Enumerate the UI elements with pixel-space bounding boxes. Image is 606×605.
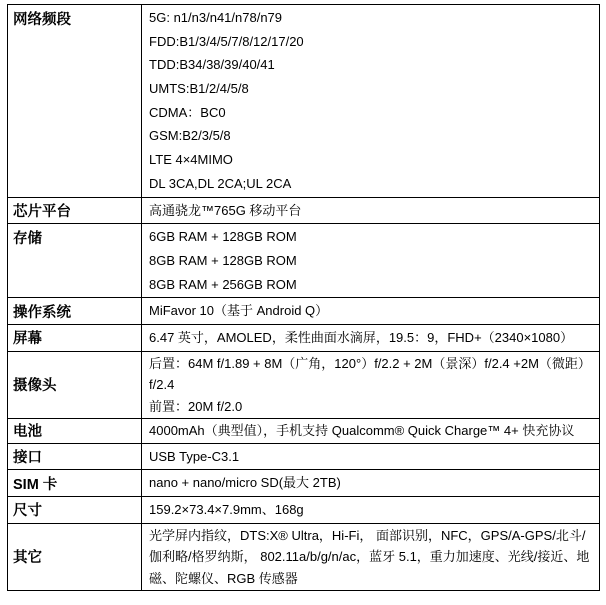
value-line: DL 3CA,DL 2CA;UL 2CA bbox=[149, 175, 292, 191]
row-label-chip: 芯片平台 bbox=[8, 197, 142, 224]
table-row bbox=[8, 197, 600, 224]
row-value-port bbox=[142, 443, 600, 470]
spec-table bbox=[7, 4, 600, 591]
row-label-network: 网络频段 bbox=[8, 5, 142, 198]
value-line: CDMA：BC0 bbox=[149, 104, 226, 120]
row-value-storage bbox=[142, 224, 600, 298]
value-line: UMTS:B1/2/4/5/8 bbox=[149, 81, 249, 97]
table-row bbox=[8, 298, 600, 325]
table-row bbox=[8, 351, 600, 419]
row-value-screen bbox=[142, 324, 600, 351]
table-row bbox=[8, 443, 600, 470]
row-label-battery: 电池 bbox=[8, 419, 142, 444]
value-line: TDD:B34/38/39/40/41 bbox=[149, 57, 275, 73]
value-line: 5G: n1/n3/n41/n78/n79 bbox=[149, 10, 283, 25]
value-line: 后置：64M f/1.89 + 8M（广角，120°）f/2.2 + 2M（景深）f/2.4 +2M（微距）f/2.4 bbox=[149, 355, 591, 393]
value-line: nano + nano/micro SD(最大 2TB) bbox=[149, 475, 341, 491]
row-value-os bbox=[142, 298, 600, 325]
value-line: 8GB RAM + 256GB ROM bbox=[149, 276, 297, 292]
value-line: 前置：20M f/2.0 bbox=[149, 398, 243, 414]
row-label-screen: 屏幕 bbox=[8, 324, 142, 351]
row-label-sim: SIM 卡 bbox=[8, 470, 142, 497]
value-line: 8GB RAM + 128GB ROM bbox=[149, 252, 297, 268]
row-value-other bbox=[142, 523, 600, 591]
value-line: 6GB RAM + 128GB ROM bbox=[149, 229, 297, 245]
row-value-size bbox=[142, 497, 600, 524]
table-row bbox=[8, 497, 600, 524]
table-row bbox=[8, 5, 600, 198]
value-line: 6.47 英寸，AMOLED，柔性曲面水滴屏，19.5：9，FHD+（2340×1080） bbox=[149, 329, 574, 345]
row-label-other: 其它 bbox=[8, 523, 142, 591]
value-line: 4000mAh（典型值），手机支持 Qualcomm® Quick Charge™ 4+ 快充协议 bbox=[149, 423, 575, 439]
table-row bbox=[8, 523, 600, 591]
row-value-chip bbox=[142, 197, 600, 224]
value-line: 高通骁龙™765G 移动平台 bbox=[149, 202, 302, 218]
table-row bbox=[8, 224, 600, 298]
row-value-camera bbox=[142, 351, 600, 419]
value-line: 159.2×73.4×7.9mm、168g bbox=[149, 502, 304, 517]
row-value-sim bbox=[142, 470, 600, 497]
value-line: USB Type-C3.1 bbox=[149, 448, 240, 464]
table-row bbox=[8, 324, 600, 351]
row-value-battery bbox=[142, 419, 600, 444]
table-row bbox=[8, 419, 600, 444]
row-label-storage: 存储 bbox=[8, 224, 142, 298]
table-row bbox=[8, 470, 600, 497]
row-label-camera: 摄像头 bbox=[8, 351, 142, 419]
value-line: GSM:B2/3/5/8 bbox=[149, 128, 231, 144]
value-line: LTE 4×4MIMO bbox=[149, 152, 233, 168]
spec-table-container bbox=[7, 4, 600, 591]
row-label-size: 尺寸 bbox=[8, 497, 142, 524]
row-label-port: 接口 bbox=[8, 443, 142, 470]
row-label-os: 操作系统 bbox=[8, 298, 142, 325]
value-line: FDD:B1/3/4/5/7/8/12/17/20 bbox=[149, 33, 304, 49]
row-value-network bbox=[142, 5, 600, 198]
value-line: 光学屏内指纹，DTS:X® Ultra，Hi-Fi， 面部识别，NFC，GPS/A-GPS/北斗/伽利略/格罗纳斯， 802.11a/b/g/n/ac，蓝牙 5.1，重力加速度、光线/接近、地磁、陀螺仪、RGB 传感器 bbox=[149, 527, 590, 586]
value-line: MiFavor 10（基于 Android Q） bbox=[149, 303, 329, 319]
